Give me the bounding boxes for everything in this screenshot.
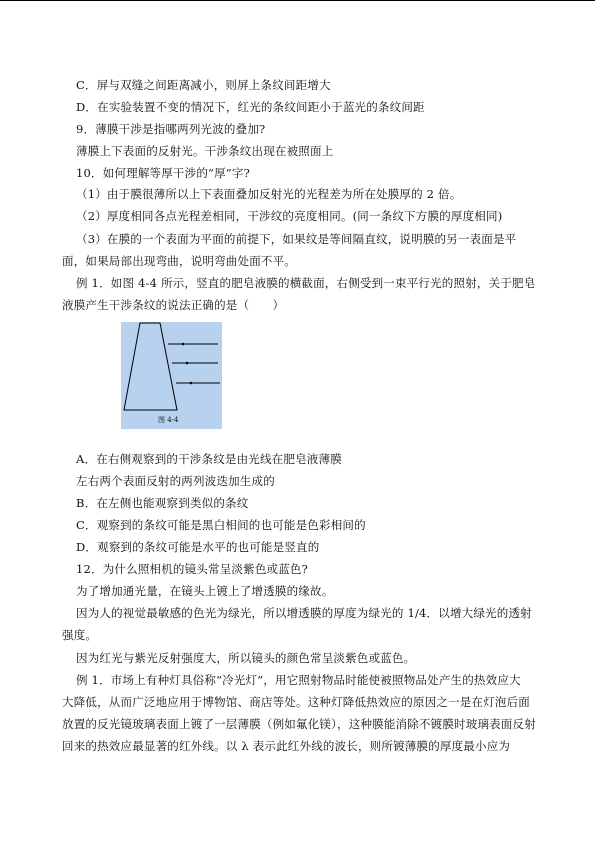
soap-film-figure: [121, 322, 222, 429]
question-9: 9．薄膜干涉是指哪两列光波的叠加?: [76, 122, 266, 136]
answer-10-point-2: （2）厚度相同各点光程差相同，干涉纹的亮度相同。(同一条纹下方膜的厚度相同): [76, 209, 503, 223]
answer-9: 薄膜上下表面的反射光。干涉条纹出现在被照面上: [76, 144, 334, 158]
example-1-stem-cont: 液膜产生干涉条纹的说法正确的是（ ）: [62, 298, 285, 312]
figure-caption: 图 4-4: [158, 416, 179, 424]
answer-10-point-3-cont: 面，如果局部出现弯曲，说明弯曲处面不平。: [62, 254, 296, 268]
answer-10-point-1: （1）由于膜很薄所以上下表面叠加反射光的光程差为所在处膜厚的 2 倍。: [76, 187, 462, 201]
light-ray-1-dot: [182, 343, 185, 346]
option-b-line: B．在左侧也能观察到类似的条纹: [76, 496, 249, 510]
answer-12-line-2-cont: 强度。: [62, 628, 98, 642]
answer-10-point-3: （3）在膜的一个表面为平面的前提下，如果纹是等间隔直纹，说明膜的另一表面是平: [76, 232, 517, 246]
figure-background: [121, 322, 222, 429]
option-a-line-cont: 左右两个表面反射的两列波迭加生成的: [76, 474, 275, 488]
example-cold-light-line-3: 放置的反光镜玻璃表面上镀了一层薄膜（例如氟化镁），这种膜能消除不镀膜时玻璃表面反射: [62, 717, 536, 731]
example-cold-light-line-4: 回来的热效应最显著的红外线。以 λ 表示此红外线的波长，则所镀薄膜的厚度最小应为: [62, 739, 511, 753]
question-10: 10．如何理解等厚干涉的“厚”字?: [76, 166, 250, 180]
light-ray-2-dot: [186, 362, 189, 365]
example-1-stem: 例 1．如图 4-4 所示，竖直的肥皂液膜的横截面，右侧受到一束平行光的照射，关于肥皂: [76, 276, 536, 290]
option-d-line: D．在实验装置不变的情况下，红光的条纹间距小于蓝光的条纹间距: [76, 100, 425, 114]
option-c-line-2: C．观察到的条纹可能是黑白相间的也可能是色彩相间的: [76, 518, 366, 532]
answer-12-line-2: 因为人的视觉最敏感的色光为绿光，所以增透膜的厚度为绿光的 1/4．以增大绿光的透射: [76, 606, 532, 620]
option-d-line-2: D．观察到的条纹可能是水平的也可能是竖直的: [76, 540, 320, 554]
example-cold-light-stem: 例 1．市场上有种灯具俗称“冷光灯”，用它照射物品时能使被照物品处产生的热效应大: [76, 673, 521, 687]
option-c-line: C．屏与双缝之间距离减小，则屏上条纹间距增大: [76, 78, 331, 92]
example-cold-light-line-2: 大降低，从而广泛地应用于博物馆、商店等处。这种灯降低热效应的原因之一是在灯泡后面: [62, 695, 530, 709]
option-a-line: A．在右侧观察到的干涉条纹是由光线在肥皂液薄膜: [76, 452, 342, 466]
page-top-border: [0, 0, 595, 1]
answer-12-line-3: 因为红光与紫光反射强度大，所以镜头的颜色常呈淡紫色或蓝色。: [76, 651, 416, 665]
light-ray-3-dot: [190, 382, 193, 385]
question-12: 12．为什么照相机的镜头常呈淡紫色或蓝色?: [76, 562, 308, 576]
answer-12-line-1: 为了增加通光量，在镜头上镀上了增透膜的缘故。: [76, 584, 334, 598]
